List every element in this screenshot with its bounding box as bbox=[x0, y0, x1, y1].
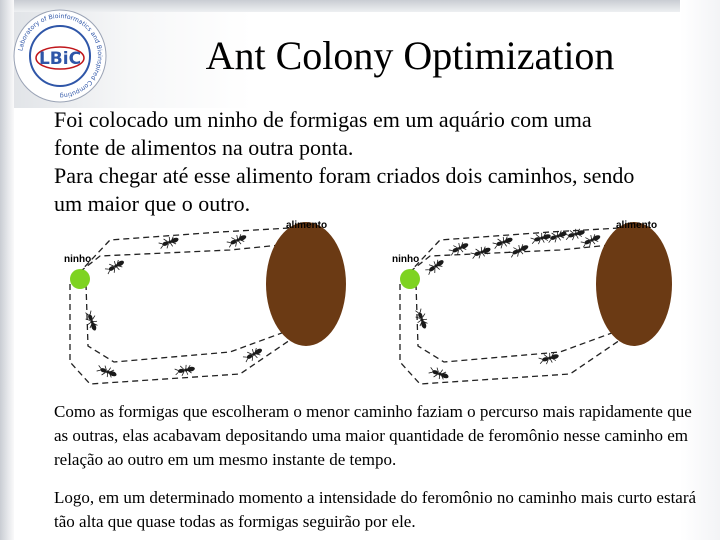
slide-title: Ant Colony Optimization bbox=[205, 33, 615, 78]
ant-paths-figure bbox=[50, 212, 700, 402]
food-label: alimento bbox=[286, 220, 328, 231]
left-diagram bbox=[64, 220, 346, 384]
food-ellipse bbox=[596, 222, 672, 346]
food-ellipse bbox=[266, 222, 346, 346]
intro-line: Para chegar até esse alimento foram criados dois caminhos, sendo bbox=[54, 163, 635, 188]
nest-label: ninho bbox=[392, 254, 420, 265]
intro-line: fonte de alimentos na outra ponta. bbox=[54, 135, 354, 160]
explanation-paragraph: Como as formigas que escolheram o menor caminho faziam o percurso mais rapidamente que as outras, elas acabavam depositando uma maior quantidade de feromônio nesse caminho em relação ao outro em um mesmo instante de tempo. bbox=[54, 402, 692, 469]
intro-text bbox=[54, 106, 704, 218]
nest-label: ninho bbox=[64, 254, 92, 265]
nest-circle bbox=[400, 269, 420, 289]
logo-text: LBiC bbox=[38, 49, 82, 69]
intro-line: um maior que o outro. bbox=[54, 191, 251, 216]
lbic-logo bbox=[10, 6, 110, 106]
right-diagram bbox=[392, 220, 672, 384]
nest-circle bbox=[70, 269, 90, 289]
food-label: alimento bbox=[616, 220, 658, 231]
logo-ring-text: Laboratory of Bioinformatics and Bioinspired Computing bbox=[17, 12, 104, 100]
intro-line: Foi colocado um ninho de formigas em um aquário com uma bbox=[54, 107, 592, 132]
conclusion-paragraph: Logo, em um determinado momento a intensidade do feromônio no caminho mais curto estará tão alta que quase todas as formigas seguirão por ele. bbox=[54, 488, 697, 531]
